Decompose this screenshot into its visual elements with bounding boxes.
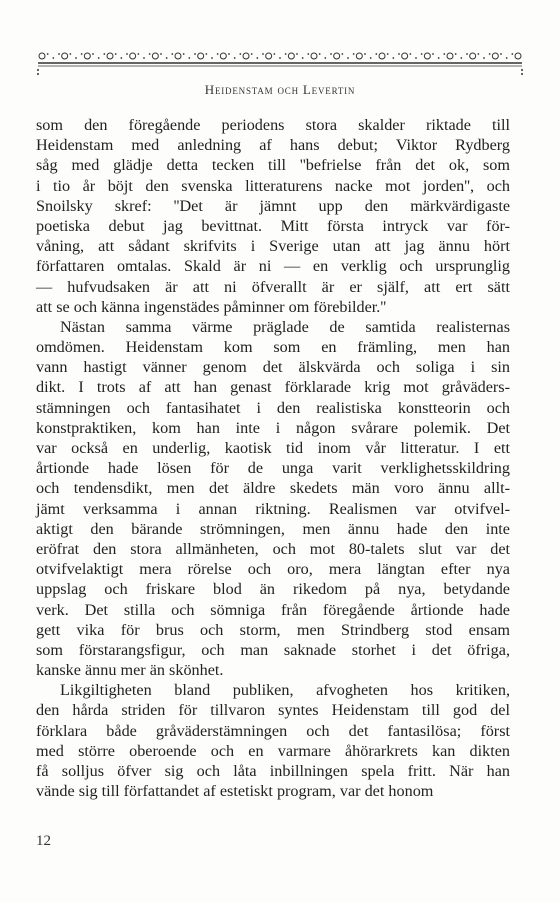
- text-line: stämningen och fantasihatet i den realistiska konstteorin och: [36, 398, 510, 417]
- ornament-dot: [228, 53, 230, 55]
- ornament-dot: [415, 57, 417, 59]
- text-line: som förstarangsfigur, och man saknade storhet i det öfriga,: [36, 640, 510, 659]
- ornament-ring: [266, 53, 272, 59]
- ornament-dot: [296, 53, 298, 55]
- ornament-dot: [115, 53, 117, 55]
- ornament-ring: [198, 53, 204, 59]
- ornament-dot: [126, 53, 128, 55]
- text-line: konstpraktiken, kom han inte i någon svårare polemik. Det: [36, 418, 510, 437]
- ornament-dot: [188, 57, 190, 59]
- ornament-border-graphic: [36, 46, 524, 80]
- ornament-dot: [92, 53, 94, 55]
- ornament-dot: [438, 57, 440, 59]
- text-line: otvifvelaktigt mera rörelse och oro, mera längtan efter nya: [36, 560, 510, 579]
- text-line: Heidenstam med anledning af hans debut; Viktor Rydberg: [36, 136, 510, 155]
- text-line: Snoilsky skref: ''Det är jämnt upp den märkvärdigaste: [36, 196, 510, 215]
- text-line: den hårda striden för tillvaron syntes Heidenstam till god del: [36, 701, 510, 720]
- ornament-dot: [262, 53, 264, 55]
- ornament-dot: [194, 53, 196, 55]
- ornament-dot: [302, 57, 304, 59]
- ornament-dot: [171, 53, 173, 55]
- text-line: Likgiltigheten bland publiken, afvogheten hos kritiken,: [60, 681, 510, 700]
- ornament-dot: [460, 57, 462, 59]
- ornament-dot: [409, 53, 411, 55]
- ornament-dot: [58, 53, 60, 55]
- ornament-ring: [39, 53, 45, 59]
- ornament-dot: [137, 53, 139, 55]
- ornament-corner-dot: [521, 73, 523, 75]
- text-line: författaren omtalas. Skald är ni — en verklig och ursprunglig: [36, 257, 510, 276]
- ornament-dot: [239, 53, 241, 55]
- ornament-dot: [506, 57, 508, 59]
- running-head: Heidenstam och Levertin: [204, 82, 356, 97]
- ornament-ring: [175, 53, 181, 59]
- text-line: i tio år böjt den svenska litteraturens nacke mot jorden'', och: [36, 176, 510, 195]
- ornament-dot: [353, 53, 355, 55]
- text-line: få solljus öfver sig och låta inbillningen spela fritt. När han: [36, 762, 510, 780]
- ornament-dot: [160, 53, 162, 55]
- ornament-dot: [455, 53, 457, 55]
- ornament-dot: [489, 53, 491, 55]
- ornament-corner-dot: [37, 69, 39, 71]
- ornament-ring: [402, 53, 408, 59]
- ornament-ring: [288, 53, 294, 59]
- ornament-ring: [379, 53, 385, 59]
- text-line: poetiska debut jag bevittnat. Mitt första intryck var för-: [36, 216, 510, 235]
- ornament-ring: [515, 53, 521, 59]
- text-line: var också en underlig, kaotisk tid inom vår litteratur. I ett: [36, 439, 510, 457]
- ornament-dot: [143, 57, 145, 59]
- ornament-ring: [84, 53, 90, 59]
- ornament-ring: [130, 53, 136, 59]
- paragraph: [36, 317, 510, 680]
- ornament-dot: [324, 57, 326, 59]
- ornament-dot: [75, 57, 77, 59]
- ornament-dot: [432, 53, 434, 55]
- ornament-corner-dot: [521, 69, 523, 71]
- ornament-corner-dot: [37, 73, 39, 75]
- ornament-dot: [511, 53, 513, 55]
- ornament-dot: [251, 53, 253, 55]
- paragraph: [36, 680, 510, 801]
- ornament-dot: [120, 57, 122, 59]
- ornament-dot: [234, 57, 236, 59]
- text-line: aktigt den bärande strömningen, men ännu hade den inte: [36, 519, 510, 538]
- ornament-dot: [364, 53, 366, 55]
- ornament-ring: [107, 53, 113, 59]
- ornament-ring: [470, 53, 476, 59]
- ornament-dot: [387, 53, 389, 55]
- ornament-dot: [285, 53, 287, 55]
- text-line: med större oberoende och en varmare åhörarkrets kan dikten: [36, 741, 510, 760]
- paragraph: [36, 115, 510, 317]
- ornament-ring: [492, 53, 498, 59]
- ornament-dot: [477, 53, 479, 55]
- text-line: kanske ännu mer än skönhet.: [36, 661, 224, 680]
- text-line: förklara både gråväderstämningen och det fantasilösa; först: [36, 721, 510, 740]
- text-line: gett vika för brus och storm, men Strindberg stod ensam: [36, 620, 510, 639]
- ornament-dot: [103, 53, 105, 55]
- text-line: vann hastigt vänner genom det älskvärda och soliga i sin: [36, 358, 510, 377]
- ornament-dot: [375, 53, 377, 55]
- ornament-dot: [370, 57, 372, 59]
- ornament-ring: [62, 53, 68, 59]
- ornament-dot: [205, 53, 207, 55]
- ornament-dot: [149, 53, 151, 55]
- ornament-dot: [256, 57, 258, 59]
- ornament-dot: [279, 57, 281, 59]
- ornament-ring: [356, 53, 362, 59]
- text-line: som den föregående periodens stora skalder riktade till: [36, 116, 510, 134]
- text-line: verk. Det stilla och sömniga från föregående årtionde hade: [36, 600, 510, 619]
- text-line: eröfrat den stora allmänheten, och mot 80-talets slut var det: [36, 539, 510, 558]
- ornament-dot: [98, 57, 100, 59]
- text-line: att se och känna ingenstädes påminner om förebilder.'': [36, 297, 387, 316]
- body-text: [36, 115, 510, 801]
- text-line: och tendensdikt, men det äldre skedets män voro ännu allt-: [36, 479, 510, 498]
- ornament-ring: [152, 53, 158, 59]
- ornament-dot: [341, 53, 343, 55]
- ornament-dot: [330, 53, 332, 55]
- ornament-dot: [166, 57, 168, 59]
- text-line: såg med glädje detta tecken till ''befrielse från det ok, som: [36, 156, 510, 175]
- text-line: vände sig till författandet af estetiskt program, var det honom: [36, 782, 434, 801]
- ornament-ring: [424, 53, 430, 59]
- ornament-dot: [466, 53, 468, 55]
- text-line: — hufvudsaken är att ni öfverallt är er själf, att ert sätt: [36, 277, 510, 296]
- ornament-ring: [243, 53, 249, 59]
- ornament-dot: [217, 53, 219, 55]
- ornament-dot: [398, 53, 400, 55]
- ornament-dot: [347, 57, 349, 59]
- text-line: jämt verksamma i annan riktning. Realismen var otvifvel-: [36, 499, 510, 518]
- ornament-dot: [273, 53, 275, 55]
- ornament-dot: [483, 57, 485, 59]
- ornament-dot: [307, 53, 309, 55]
- ornament-ring: [311, 53, 317, 59]
- ornament-dot: [421, 53, 423, 55]
- header-ornament: [36, 46, 524, 80]
- ornament-ring: [220, 53, 226, 59]
- ornament-dot: [500, 53, 502, 55]
- text-line: uppslag och friskare blod än rikedom på nya, betydande: [36, 580, 510, 599]
- ornament-dot: [52, 57, 54, 59]
- ornament-dot: [319, 53, 321, 55]
- ornament-dot: [81, 53, 83, 55]
- ornament-dot: [69, 53, 71, 55]
- text-line: våning, att sådant skrifvits i Sverige utan att jag ännu hört: [36, 237, 510, 256]
- ornament-dot: [392, 57, 394, 59]
- page-number: 12: [36, 833, 51, 849]
- ornament-dot: [211, 57, 213, 59]
- ornament-dot: [47, 53, 49, 55]
- ornament-ring: [334, 53, 340, 59]
- text-line: omdömen. Heidenstam kom som en främling, men han: [36, 338, 510, 357]
- ornament-dot: [183, 53, 185, 55]
- text-line: Nästan samma värme präglade de samtida realisternas: [60, 317, 510, 336]
- text-line: årtionde hade lösen för de unga varit verklighetsskildring: [36, 459, 510, 478]
- ornament-ring: [447, 53, 453, 59]
- text-line: dikt. I trots af att han genast förklarade krig mot gråväders-: [36, 378, 510, 397]
- ornament-dot: [443, 53, 445, 55]
